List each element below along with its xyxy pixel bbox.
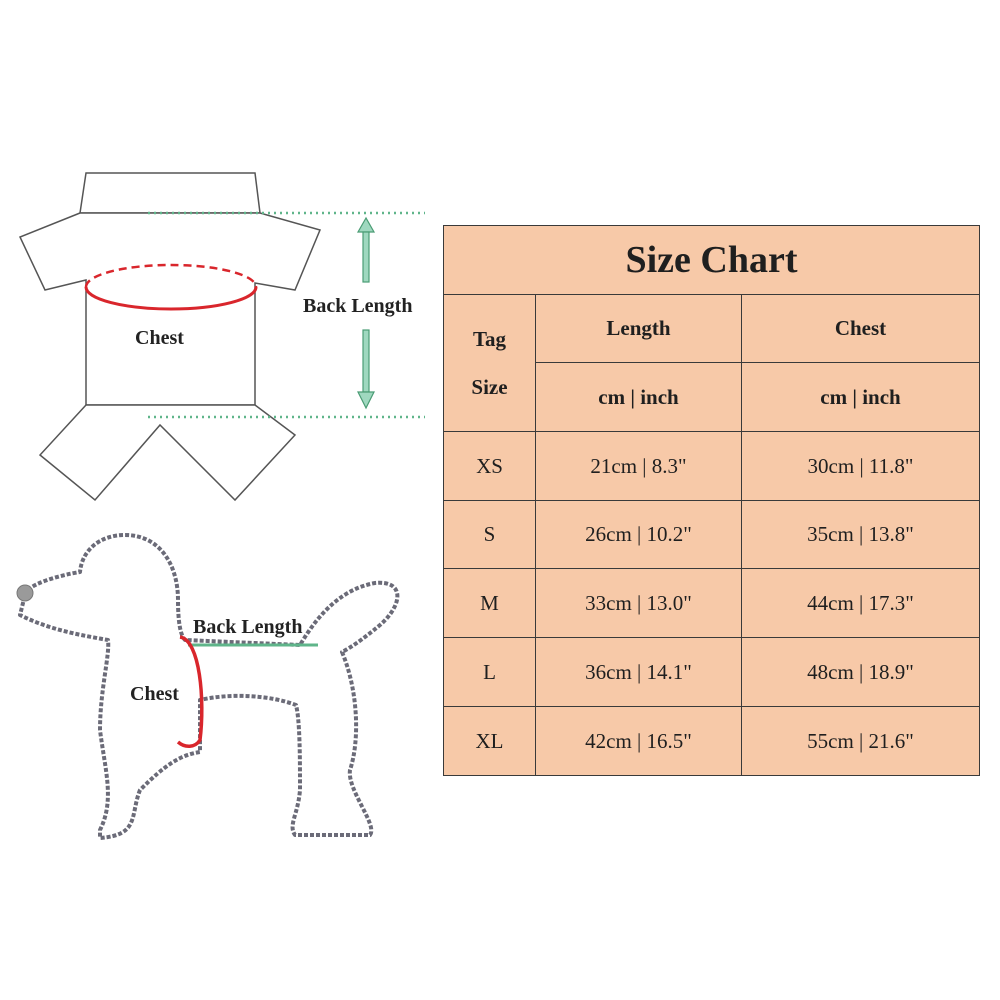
size-cell: S xyxy=(444,501,536,569)
length-cell: 33cm | 13.0" xyxy=(536,569,742,638)
size-cell: L xyxy=(444,638,536,707)
dog-diagram xyxy=(0,520,440,860)
size-chart-table xyxy=(443,225,980,776)
chest-cell: 55cm | 21.6" xyxy=(742,707,980,776)
back-length-arrow-up xyxy=(358,218,374,282)
tag-size-header xyxy=(444,295,536,432)
dog-nose xyxy=(17,585,33,601)
size-cell: XL xyxy=(444,707,536,776)
size-chart-title: Size Chart xyxy=(444,226,980,295)
chest-header: Chest xyxy=(742,295,980,363)
garment-chest-label: Chest xyxy=(135,327,184,349)
size-cell: M xyxy=(444,569,536,638)
dog-outline xyxy=(20,535,397,838)
garment-legs xyxy=(40,405,295,500)
length-header: Length xyxy=(536,295,742,363)
chest-cell: 48cm | 18.9" xyxy=(742,638,980,707)
tag-size-line2: Size xyxy=(471,375,508,399)
length-cell: 42cm | 16.5" xyxy=(536,707,742,776)
garment-back-length-label: Back Length xyxy=(303,295,413,317)
table-row xyxy=(444,638,980,707)
table-row xyxy=(444,707,980,776)
chest-cell: 44cm | 17.3" xyxy=(742,569,980,638)
table-row xyxy=(444,432,980,501)
chest-cell: 35cm | 13.8" xyxy=(742,501,980,569)
table-row xyxy=(444,569,980,638)
dog-back-length-label: Back Length xyxy=(193,616,303,638)
size-cell: XS xyxy=(444,432,536,501)
length-cell: 26cm | 10.2" xyxy=(536,501,742,569)
chest-unit-header: cm | inch xyxy=(742,363,980,432)
length-cell: 36cm | 14.1" xyxy=(536,638,742,707)
dog-chest-label: Chest xyxy=(130,683,179,705)
table-row xyxy=(444,501,980,569)
tag-size-line1: Tag xyxy=(472,327,507,351)
garment-collar xyxy=(80,173,260,213)
chest-cell: 30cm | 11.8" xyxy=(742,432,980,501)
garment-diagram xyxy=(0,150,440,510)
length-unit-header: cm | inch xyxy=(536,363,742,432)
back-length-arrow-down xyxy=(358,330,374,408)
length-cell: 21cm | 8.3" xyxy=(536,432,742,501)
